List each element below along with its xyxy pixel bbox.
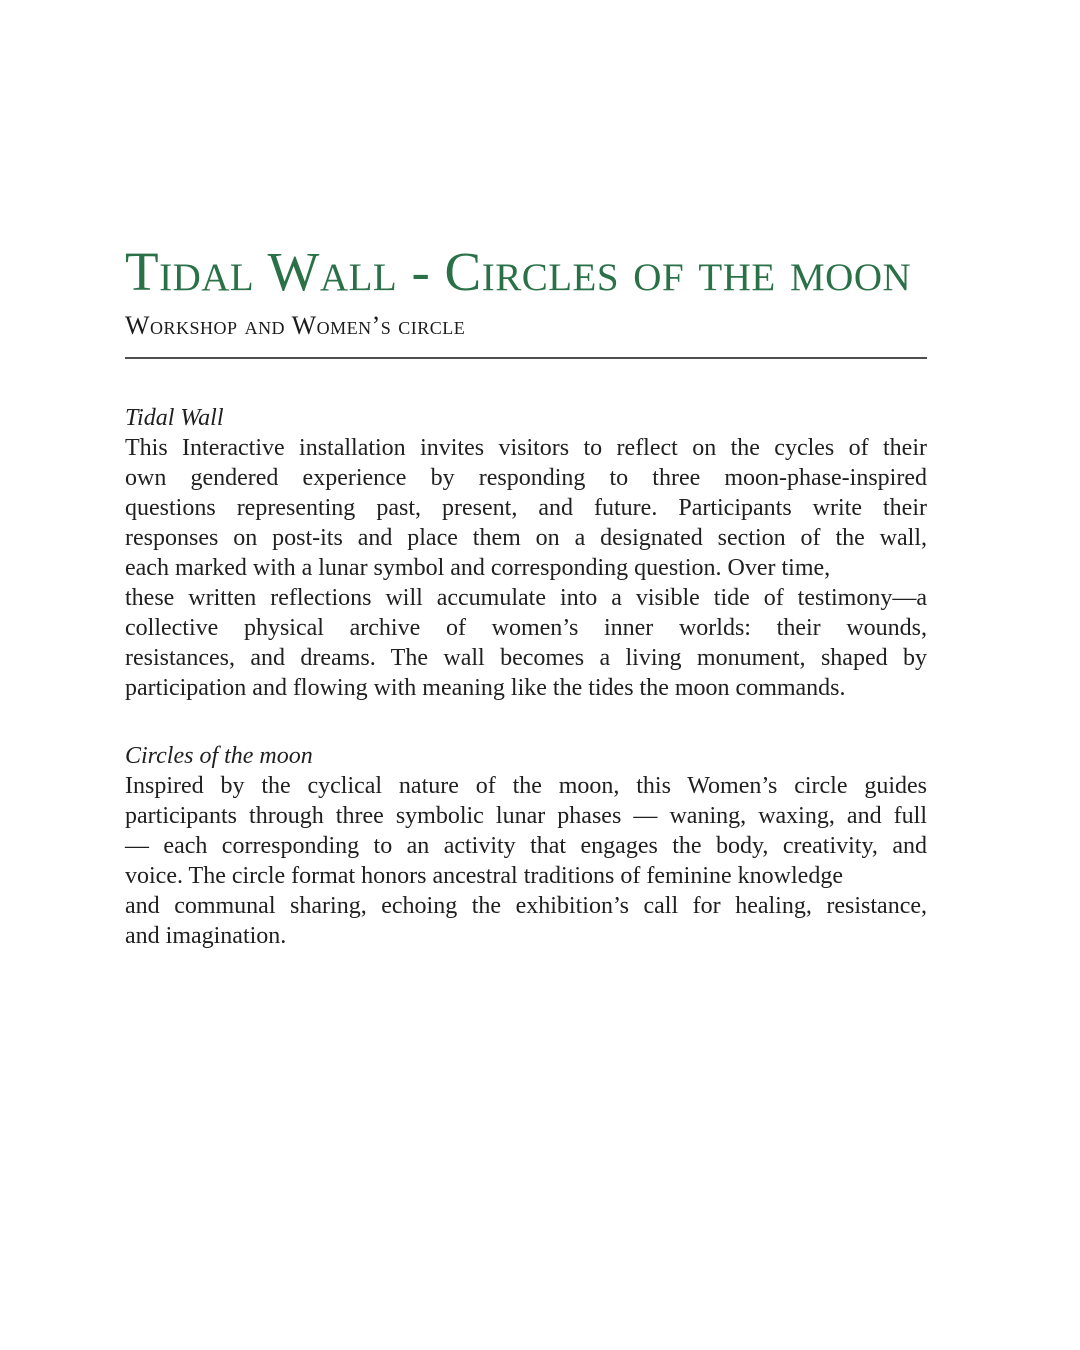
- section-body: [125, 771, 927, 951]
- paragraph-line: participants through three symbolic lunar phases — waning, waxing, and full: [125, 803, 927, 829]
- paragraph-line: questions representing past, present, and future. Participants write their: [125, 495, 927, 521]
- page-title: Tidal Wall - Circles of the moon: [125, 241, 912, 302]
- paragraph-line: This Interactive installation invites visitors to reflect on the cycles of their: [125, 435, 927, 461]
- divider-rule: [125, 357, 927, 359]
- paragraph-line: and communal sharing, echoing the exhibition’s call for healing, resistance,: [125, 893, 927, 919]
- section-heading: Tidal Wall: [125, 405, 224, 431]
- paragraph-line: Inspired by the cyclical nature of the moon, this Women’s circle guides: [125, 773, 927, 799]
- paragraph-line: — each corresponding to an activity that engages the body, creativity, and: [125, 833, 927, 859]
- page-subtitle: Workshop and Women’s circle: [125, 311, 466, 340]
- section-tidal-wall: [125, 403, 927, 703]
- paragraph-line: resistances, and dreams. The wall becomes a living monument, shaped by: [125, 645, 927, 671]
- section-heading: Circles of the moon: [125, 743, 313, 769]
- paragraph-line: participation and flowing with meaning like the tides the moon commands.: [125, 675, 846, 701]
- paragraph-line: these written reflections will accumulate into a visible tide of testimony—a: [125, 585, 927, 611]
- paragraph-line: each marked with a lunar symbol and corresponding question. Over time,: [125, 555, 831, 581]
- section-circles-of-the-moon: [125, 741, 927, 951]
- paragraph-line: responses on post-its and place them on a designated section of the wall,: [125, 525, 927, 551]
- paragraph-line: own gendered experience by responding to three moon-phase-inspired: [125, 465, 927, 491]
- paragraph-line: and imagination.: [125, 923, 287, 949]
- section-body: [125, 433, 927, 703]
- paragraph-line: collective physical archive of women’s inner worlds: their wounds,: [125, 615, 927, 641]
- paragraph-line: voice. The circle format honors ancestral traditions of feminine knowledge: [125, 863, 843, 889]
